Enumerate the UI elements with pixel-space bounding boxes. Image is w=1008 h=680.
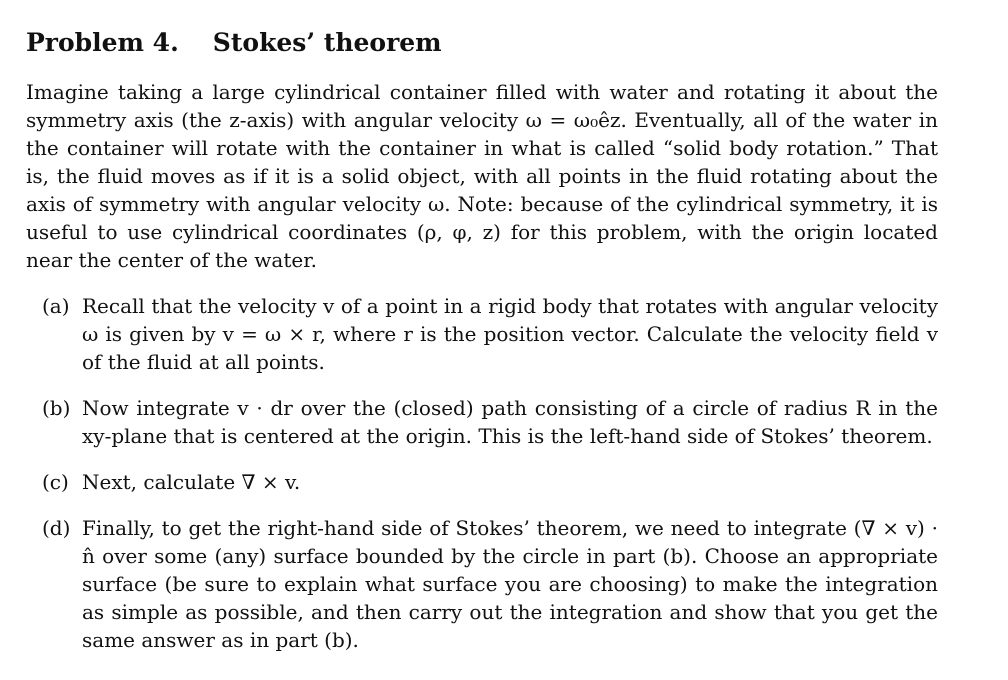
problem-intro: Imagine taking a large cylindrical container filled with water and rotating it about the symmetry axis (the z-axis) with angular velocity ω = ω₀êz. Eventually, all of the water in the container will rotate with the container in what is called “solid body rotation.” That is, the fluid moves as if it is a solid object, with all points in the fluid rotating about the axis of symmetry with angular velocity ω. Note: because of the cylindrical symmetry, it is useful to use cylindrical coordinates (ρ, φ, z) for this problem, with the origin located near the center of the water.	[26, 80, 938, 272]
part-d-text: Finally, to get the right-hand side of Stokes’ theorem, we need to integrate (∇ × v) · n̂ over some (any) surface bounded by the circle in part (b). Choose an appropriate surface (be sure to explain what surface you are choosing) to make the integration as simple as possible, and then carry out the integration and show that you get the same answer as in part (b).	[82, 516, 938, 652]
part-b-label: (b)	[42, 396, 71, 420]
problem-number: Problem 4.	[26, 28, 179, 57]
part-b-text: Now integrate v · dr over the (closed) path consisting of a circle of radius R in the xy-plane that is centered at the origin. This is the left-hand side of Stokes’ theorem.	[82, 396, 938, 448]
part-b	[42, 394, 938, 450]
part-c-text: Next, calculate ∇ × v.	[82, 470, 301, 494]
part-d	[42, 514, 938, 654]
problem-title: Stokes’ theorem	[212, 28, 442, 57]
part-a	[42, 292, 938, 376]
problem-heading	[26, 26, 938, 60]
part-c-label: (c)	[42, 470, 69, 494]
problem-parts-list	[26, 292, 938, 654]
part-d-label: (d)	[42, 516, 71, 540]
part-c	[42, 468, 938, 496]
part-a-label: (a)	[42, 294, 70, 318]
part-a-text: Recall that the velocity v of a point in a rigid body that rotates with angular velocity ω is given by v = ω × r, where r is the position vector. Calculate the velocity field v of the fluid at all points.	[82, 294, 938, 374]
